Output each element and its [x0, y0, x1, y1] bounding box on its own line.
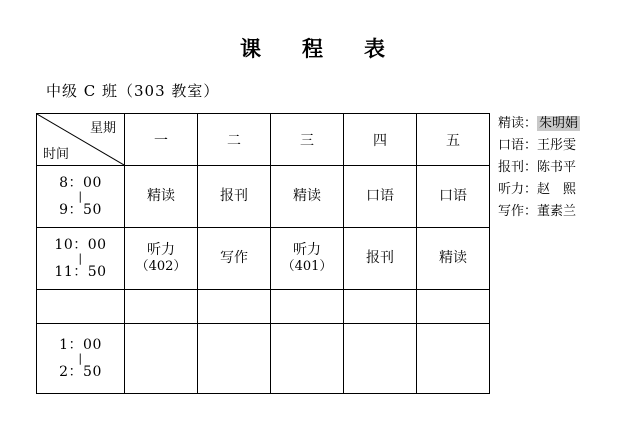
class-cell-r1c3 — [271, 166, 344, 228]
teacher-name-highlighted: 朱明娟 — [539, 116, 579, 131]
class-cell-r4c4 — [344, 324, 417, 394]
time-cell-afternoon-1 — [37, 324, 125, 394]
page-title: 课 程 表 — [240, 36, 395, 61]
class-subtitle: 中级 C 班（303 教室） — [46, 82, 220, 100]
time-separator: | — [78, 190, 83, 203]
teacher-name: 董素兰 — [537, 204, 577, 219]
table-row — [37, 324, 490, 394]
time-cell-morning-1 — [37, 166, 125, 228]
subject-label: 报刊 — [220, 187, 248, 204]
teacher-list — [498, 113, 580, 223]
time-separator: | — [78, 252, 83, 265]
class-cell-r4c2 — [198, 324, 271, 394]
subject-label: 精读 — [293, 187, 321, 204]
teacher-row-jingdu — [498, 113, 580, 135]
time-start: 8：00 — [59, 174, 102, 191]
class-cell-r3c3 — [271, 290, 344, 324]
teacher-subject-label: 精读： — [498, 116, 538, 131]
teacher-row-tingli — [498, 179, 580, 201]
day-header-3: 三 — [271, 114, 344, 166]
day-header-2: 二 — [198, 114, 271, 166]
subject-label: 听力 — [147, 241, 175, 258]
teacher-name: 陈书平 — [537, 160, 577, 175]
teacher-row-kouyu — [498, 135, 580, 157]
day-header-5: 五 — [417, 114, 490, 166]
room-label: （402） — [135, 259, 187, 275]
teacher-subject-label: 口语： — [498, 138, 538, 153]
class-cell-r2c3 — [271, 228, 344, 290]
subject-label: 口语 — [366, 187, 394, 204]
class-cell-r2c5 — [417, 228, 490, 290]
class-cell-r2c4 — [344, 228, 417, 290]
class-cell-r3c2 — [198, 290, 271, 324]
class-cell-r1c2 — [198, 166, 271, 228]
class-cell-r3c4 — [344, 290, 417, 324]
corner-header-cell — [37, 114, 125, 166]
table-row — [37, 228, 490, 290]
time-separator: | — [78, 352, 83, 365]
teacher-subject-label: 写作： — [498, 204, 538, 219]
time-start: 10：00 — [54, 236, 107, 253]
subject-label: 写作 — [220, 249, 248, 266]
time-end: 9：50 — [59, 202, 102, 218]
room-label: （401） — [281, 259, 333, 275]
time-cell-morning-2 — [37, 228, 125, 290]
teacher-row-xiezuo — [498, 201, 580, 223]
corner-time-label: 时间 — [43, 147, 70, 162]
subject-label: 精读 — [147, 187, 175, 204]
teacher-row-baokan — [498, 157, 580, 179]
day-header-1: 一 — [125, 114, 198, 166]
class-cell-r3c5 — [417, 290, 490, 324]
table-row-spacer — [37, 290, 490, 324]
class-cell-r1c5 — [417, 166, 490, 228]
class-cell-r4c3 — [271, 324, 344, 394]
time-end: 2：50 — [59, 364, 102, 380]
class-cell-r1c1 — [125, 166, 198, 228]
class-cell-r3c1 — [125, 290, 198, 324]
class-cell-r2c2 — [198, 228, 271, 290]
teacher-name: 王彤雯 — [537, 138, 577, 153]
subject-label: 听力 — [293, 241, 321, 258]
table-row — [37, 166, 490, 228]
class-cell-r1c4 — [344, 166, 417, 228]
time-start: 1：00 — [59, 336, 102, 353]
teacher-subject-label: 听力： — [498, 182, 538, 197]
teacher-name: 赵 熙 — [537, 182, 577, 197]
class-cell-r4c1 — [125, 324, 198, 394]
time-cell-spacer — [37, 290, 125, 324]
subject-label: 报刊 — [366, 249, 394, 266]
day-header-4: 四 — [344, 114, 417, 166]
class-cell-r4c5 — [417, 324, 490, 394]
subject-label: 口语 — [439, 187, 467, 204]
corner-day-label: 星期 — [89, 121, 116, 136]
schedule-table — [36, 113, 490, 394]
time-end: 11：50 — [54, 264, 107, 280]
subject-label: 精读 — [439, 249, 467, 266]
table-header-row — [37, 114, 490, 166]
class-cell-r2c1 — [125, 228, 198, 290]
teacher-subject-label: 报刊： — [498, 160, 538, 175]
